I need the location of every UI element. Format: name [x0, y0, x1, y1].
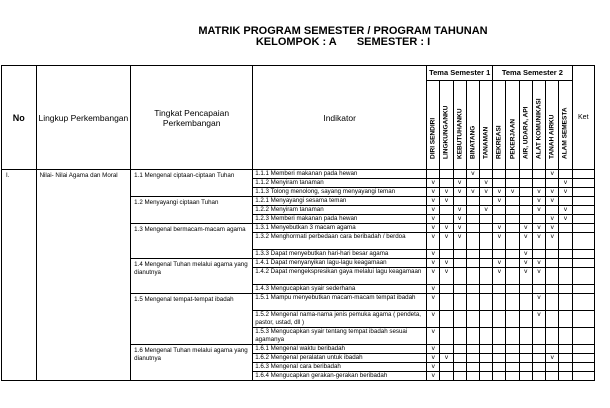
check-mark-cell: v — [427, 250, 440, 259]
check-mark-cell — [559, 268, 572, 285]
indikator-cell: 1.2.2 Menyiram tanaman — [253, 206, 427, 215]
check-mark-cell — [559, 372, 572, 381]
check-mark-cell — [466, 311, 479, 328]
check-mark-cell: v — [519, 233, 532, 250]
theme-label: ALAT KOMUNIKASI — [535, 98, 543, 159]
check-mark-cell: v — [559, 179, 572, 188]
check-mark-cell — [546, 259, 559, 268]
check-mark-cell — [559, 345, 572, 354]
ket-cell — [572, 328, 594, 345]
check-mark-cell — [453, 328, 466, 345]
check-mark-cell — [479, 345, 492, 354]
check-mark-cell: v — [427, 215, 440, 224]
check-mark-cell — [532, 363, 545, 372]
check-mark-cell — [532, 179, 545, 188]
check-mark-cell — [453, 197, 466, 206]
check-mark-cell — [479, 170, 492, 179]
theme-header — [493, 81, 506, 170]
check-mark-cell — [440, 179, 453, 188]
check-mark-cell: v — [427, 285, 440, 294]
check-mark-cell — [466, 268, 479, 285]
check-mark-cell — [546, 363, 559, 372]
indikator-cell: 1.4.3 Mengucapkan syair sederhana — [253, 285, 427, 294]
check-mark-cell — [506, 328, 519, 345]
ket-cell — [572, 363, 594, 372]
check-mark-cell — [440, 372, 453, 381]
check-mark-cell — [440, 170, 453, 179]
check-mark-cell — [440, 294, 453, 311]
check-mark-cell — [466, 294, 479, 311]
check-mark-cell: v — [546, 224, 559, 233]
check-mark-cell — [479, 215, 492, 224]
check-mark-cell: v — [427, 328, 440, 345]
check-mark-cell — [559, 197, 572, 206]
section-number: I. — [2, 170, 37, 381]
ket-cell — [572, 372, 594, 381]
check-mark-cell — [453, 363, 466, 372]
check-mark-cell — [559, 259, 572, 268]
indikator-cell: 1.3.2 Menghormati perbedaan cara beribadah / berdoa — [253, 233, 427, 250]
check-mark-cell — [493, 311, 506, 328]
check-mark-cell: v — [532, 268, 545, 285]
check-mark-cell — [506, 268, 519, 285]
check-mark-cell — [479, 311, 492, 328]
check-mark-cell — [453, 294, 466, 311]
check-mark-cell — [440, 250, 453, 259]
indikator-cell: 1.3.1 Menyebutkan 3 macam agama — [253, 224, 427, 233]
check-mark-cell — [559, 224, 572, 233]
check-mark-cell: v — [427, 363, 440, 372]
theme-header — [453, 81, 466, 170]
theme-label: TANAMAN — [482, 126, 490, 159]
check-mark-cell: v — [466, 170, 479, 179]
check-mark-cell — [506, 170, 519, 179]
ket-cell — [572, 179, 594, 188]
program-matrix-table — [1, 65, 595, 381]
check-mark-cell — [532, 372, 545, 381]
check-mark-cell — [479, 328, 492, 345]
check-mark-cell — [453, 285, 466, 294]
check-mark-cell — [532, 170, 545, 179]
check-mark-cell — [506, 224, 519, 233]
check-mark-cell: v — [493, 268, 506, 285]
check-mark-cell — [479, 294, 492, 311]
check-mark-cell — [453, 170, 466, 179]
check-mark-cell: v — [453, 206, 466, 215]
check-mark-cell — [506, 294, 519, 311]
check-mark-cell — [506, 250, 519, 259]
indikator-cell: 1.1.1 Memberi makanan pada hewan — [253, 170, 427, 179]
check-mark-cell: v — [440, 354, 453, 363]
check-mark-cell — [546, 372, 559, 381]
indikator-cell: 1.2.3 Memberi makanan pada hewan — [253, 215, 427, 224]
theme-label: ALAM SEMESTA — [561, 107, 569, 159]
tingkat-cell: 1.6 Mengenal Tuhan melalui agama yang dianutnya — [131, 345, 253, 381]
check-mark-cell — [506, 179, 519, 188]
check-mark-cell: v — [559, 215, 572, 224]
indikator-cell: 1.3.3 Dapat menyebutkan hari-hari besar agama — [253, 250, 427, 259]
check-mark-cell: v — [519, 250, 532, 259]
tingkat-cell: 1.3 Mengenal bermacam-macam agama — [131, 224, 253, 259]
check-mark-cell — [519, 285, 532, 294]
ket-cell — [572, 259, 594, 268]
check-mark-cell: v — [493, 188, 506, 197]
check-mark-cell: v — [479, 179, 492, 188]
check-mark-cell — [532, 354, 545, 363]
check-mark-cell — [559, 294, 572, 311]
check-mark-cell: v — [493, 233, 506, 250]
header-no: No — [2, 66, 37, 170]
check-mark-cell: v — [546, 233, 559, 250]
check-mark-cell — [466, 233, 479, 250]
check-mark-cell — [519, 363, 532, 372]
check-mark-cell — [546, 179, 559, 188]
check-mark-cell — [453, 259, 466, 268]
check-mark-cell — [559, 250, 572, 259]
check-mark-cell — [532, 345, 545, 354]
indikator-cell: 1.1.3 Tolong menolong, sayang menyayangi teman — [253, 188, 427, 197]
header-ket: Ket — [572, 66, 594, 170]
check-mark-cell — [493, 294, 506, 311]
check-mark-cell — [506, 233, 519, 250]
check-mark-cell — [453, 268, 466, 285]
check-mark-cell — [466, 197, 479, 206]
check-mark-cell — [440, 345, 453, 354]
check-mark-cell: v — [532, 197, 545, 206]
header-tema-semester-1: Tema Semester 1 — [427, 66, 493, 81]
check-mark-cell — [506, 197, 519, 206]
check-mark-cell — [493, 215, 506, 224]
check-mark-cell: v — [440, 224, 453, 233]
indikator-cell: 1.6.2 Mengenal peralatan untuk ibadah — [253, 354, 427, 363]
check-mark-cell — [493, 363, 506, 372]
check-mark-cell: v — [546, 188, 559, 197]
check-mark-cell — [519, 215, 532, 224]
check-mark-cell — [466, 224, 479, 233]
ket-cell — [572, 215, 594, 224]
header-indikator: Indikator — [253, 66, 427, 170]
check-mark-cell: v — [532, 311, 545, 328]
tingkat-cell: 1.2 Menyayangi ciptaan Tuhan — [131, 197, 253, 224]
check-mark-cell — [479, 363, 492, 372]
check-mark-cell — [453, 345, 466, 354]
check-mark-cell — [546, 328, 559, 345]
check-mark-cell: v — [453, 224, 466, 233]
check-mark-cell — [493, 372, 506, 381]
ket-cell — [572, 206, 594, 215]
indikator-cell: 1.5.2 Mengenal nama-nama jenis pemuka agama ( pendeta, pastor, ustad, dll ) — [253, 311, 427, 328]
ket-cell — [572, 311, 594, 328]
ket-cell — [572, 294, 594, 311]
indikator-cell: 1.2.1 Menyayangi sesama teman — [253, 197, 427, 206]
tingkat-cell: 1.1 Mengenal ciptaan-ciptaan Tuhan — [131, 170, 253, 197]
check-mark-cell — [440, 206, 453, 215]
check-mark-cell: v — [440, 268, 453, 285]
check-mark-cell — [440, 311, 453, 328]
theme-header — [546, 81, 559, 170]
check-mark-cell: v — [427, 197, 440, 206]
check-mark-cell: v — [440, 188, 453, 197]
header-lingkup: Lingkup Perkembangan — [36, 66, 131, 170]
theme-label: LINGKUNGANKU — [442, 105, 450, 159]
check-mark-cell — [519, 354, 532, 363]
check-mark-cell — [532, 285, 545, 294]
check-mark-cell — [479, 372, 492, 381]
check-mark-cell: v — [532, 206, 545, 215]
check-mark-cell — [559, 285, 572, 294]
indikator-cell: 1.5.3 Mengucapkan syair tentang tempat ibadah sesuai agamanya — [253, 328, 427, 345]
check-mark-cell — [532, 250, 545, 259]
theme-header — [440, 81, 453, 170]
check-mark-cell — [479, 259, 492, 268]
check-mark-cell — [466, 215, 479, 224]
check-mark-cell — [493, 250, 506, 259]
check-mark-cell: v — [427, 345, 440, 354]
check-mark-cell: v — [453, 233, 466, 250]
check-mark-cell: v — [453, 179, 466, 188]
check-mark-cell — [519, 294, 532, 311]
tingkat-cell: 1.5 Mengenal tempat-tempat ibadah — [131, 294, 253, 345]
ket-cell — [572, 170, 594, 179]
tingkat-cell: 1.4 Mengenal Tuhan melalui agama yang dianutnya — [131, 259, 253, 294]
check-mark-cell — [506, 372, 519, 381]
check-mark-cell — [466, 285, 479, 294]
check-mark-cell: v — [546, 354, 559, 363]
check-mark-cell — [546, 285, 559, 294]
theme-header — [427, 81, 440, 170]
check-mark-cell — [546, 250, 559, 259]
ket-cell — [572, 345, 594, 354]
theme-label: AIR, UDARA, API — [522, 106, 530, 159]
check-mark-cell: v — [479, 188, 492, 197]
check-mark-cell: v — [532, 224, 545, 233]
check-mark-cell — [559, 363, 572, 372]
theme-header — [519, 81, 532, 170]
check-mark-cell: v — [519, 268, 532, 285]
check-mark-cell — [559, 170, 572, 179]
check-mark-cell: v — [453, 215, 466, 224]
kelompok-label: KELOMPOK : A — [255, 36, 337, 48]
check-mark-cell: v — [532, 294, 545, 311]
indikator-cell: 1.4.1 Dapat menyanyikan lagu-lagu keagamaan — [253, 259, 427, 268]
table-row — [2, 170, 595, 179]
check-mark-cell — [519, 372, 532, 381]
check-mark-cell: v — [519, 224, 532, 233]
check-mark-cell: v — [493, 259, 506, 268]
check-mark-cell: v — [427, 206, 440, 215]
check-mark-cell — [493, 345, 506, 354]
check-mark-cell — [519, 345, 532, 354]
check-mark-cell — [440, 363, 453, 372]
check-mark-cell: v — [440, 197, 453, 206]
ket-cell — [572, 188, 594, 197]
indikator-cell: 1.5.1 Mampu menyebutkan macam-macam tempat ibadah — [253, 294, 427, 311]
check-mark-cell: v — [506, 188, 519, 197]
check-mark-cell — [453, 311, 466, 328]
check-mark-cell — [519, 188, 532, 197]
indikator-cell: 1.4.2 Dapat mengekspresikan gaya melalui lagu keagamaan — [253, 268, 427, 285]
check-mark-cell — [493, 170, 506, 179]
ket-cell — [572, 285, 594, 294]
ket-cell — [572, 250, 594, 259]
ket-cell — [572, 268, 594, 285]
theme-header — [559, 81, 572, 170]
check-mark-cell — [493, 206, 506, 215]
check-mark-cell — [546, 345, 559, 354]
check-mark-cell — [506, 206, 519, 215]
check-mark-cell — [466, 372, 479, 381]
check-mark-cell: v — [532, 188, 545, 197]
theme-label: KEBUTUHANKU — [456, 108, 464, 159]
check-mark-cell: v — [427, 294, 440, 311]
check-mark-cell — [559, 233, 572, 250]
check-mark-cell — [506, 354, 519, 363]
check-mark-cell — [479, 250, 492, 259]
header-tingkat: Tingkat Pencapaian Perkembangan — [131, 66, 253, 170]
check-mark-cell: v — [427, 311, 440, 328]
check-mark-cell — [479, 197, 492, 206]
check-mark-cell — [506, 345, 519, 354]
check-mark-cell: v — [427, 188, 440, 197]
indikator-cell: 1.6.3 Mengenal cara beribadah — [253, 363, 427, 372]
check-mark-cell — [532, 328, 545, 345]
check-mark-cell — [479, 233, 492, 250]
check-mark-cell — [559, 354, 572, 363]
check-mark-cell — [519, 206, 532, 215]
theme-label: BINATANG — [469, 125, 477, 159]
theme-header — [466, 81, 479, 170]
check-mark-cell: v — [440, 259, 453, 268]
document-title: MATRIK PROGRAM SEMESTER / PROGRAM TAHUNAN — [198, 25, 488, 37]
check-mark-cell: v — [427, 259, 440, 268]
indikator-cell: 1.6.1 Mengenal waktu beribadah — [253, 345, 427, 354]
check-mark-cell — [493, 179, 506, 188]
check-mark-cell — [453, 354, 466, 363]
check-mark-cell — [493, 328, 506, 345]
check-mark-cell: v — [440, 233, 453, 250]
semester-label: SEMESTER : I — [356, 36, 431, 48]
check-mark-cell — [506, 259, 519, 268]
check-mark-cell — [506, 215, 519, 224]
ket-cell — [572, 224, 594, 233]
document-subtitle — [38, 37, 610, 48]
ket-cell — [572, 197, 594, 206]
check-mark-cell — [546, 294, 559, 311]
theme-label: TANAH AIRKU — [548, 114, 556, 159]
check-mark-cell: v — [546, 197, 559, 206]
check-mark-cell — [546, 311, 559, 328]
check-mark-cell: v — [453, 188, 466, 197]
theme-label: REKREASI — [495, 125, 503, 159]
theme-header — [532, 81, 545, 170]
ket-cell — [572, 354, 594, 363]
check-mark-cell — [559, 311, 572, 328]
check-mark-cell — [519, 311, 532, 328]
check-mark-cell: v — [427, 268, 440, 285]
check-mark-cell: v — [427, 354, 440, 363]
check-mark-cell — [427, 170, 440, 179]
check-mark-cell: v — [466, 188, 479, 197]
check-mark-cell — [466, 206, 479, 215]
check-mark-cell: v — [493, 224, 506, 233]
theme-header — [506, 81, 519, 170]
check-mark-cell — [479, 224, 492, 233]
check-mark-cell: v — [479, 206, 492, 215]
theme-label: PEKERJAAN — [509, 118, 517, 159]
check-mark-cell — [466, 354, 479, 363]
check-mark-cell — [546, 206, 559, 215]
check-mark-cell: v — [493, 197, 506, 206]
check-mark-cell — [440, 285, 453, 294]
check-mark-cell: v — [559, 188, 572, 197]
check-mark-cell — [559, 328, 572, 345]
indikator-cell: 1.1.2 Menyiram tanaman — [253, 179, 427, 188]
check-mark-cell — [479, 268, 492, 285]
check-mark-cell — [519, 170, 532, 179]
lingkup-cell: Nilai- Nilai Agama dan Moral — [36, 170, 131, 381]
check-mark-cell — [479, 354, 492, 363]
check-mark-cell — [440, 328, 453, 345]
check-mark-cell — [453, 250, 466, 259]
check-mark-cell: v — [427, 224, 440, 233]
check-mark-cell: v — [546, 170, 559, 179]
check-mark-cell — [519, 197, 532, 206]
check-mark-cell — [466, 363, 479, 372]
check-mark-cell — [532, 215, 545, 224]
check-mark-cell: v — [532, 233, 545, 250]
check-mark-cell — [506, 363, 519, 372]
check-mark-cell: v — [546, 215, 559, 224]
ket-cell — [572, 233, 594, 250]
check-mark-cell — [506, 311, 519, 328]
check-mark-cell: v — [532, 259, 545, 268]
check-mark-cell: v — [559, 206, 572, 215]
check-mark-cell — [506, 285, 519, 294]
check-mark-cell: v — [427, 233, 440, 250]
check-mark-cell — [493, 354, 506, 363]
check-mark-cell — [466, 259, 479, 268]
check-mark-cell — [466, 345, 479, 354]
check-mark-cell — [466, 179, 479, 188]
check-mark-cell: v — [427, 372, 440, 381]
check-mark-cell — [479, 285, 492, 294]
check-mark-cell — [466, 250, 479, 259]
check-mark-cell — [466, 328, 479, 345]
theme-label: DIRI SENDIRI — [429, 117, 437, 159]
check-mark-cell: v — [427, 179, 440, 188]
check-mark-cell — [519, 328, 532, 345]
check-mark-cell — [519, 179, 532, 188]
indikator-cell: 1.6.4 Mengucapkan gerakan-gerakan beribadah — [253, 372, 427, 381]
check-mark-cell — [493, 285, 506, 294]
check-mark-cell: v — [519, 259, 532, 268]
header-tema-semester-2: Tema Semester 2 — [493, 66, 572, 81]
check-mark-cell — [453, 372, 466, 381]
check-mark-cell — [440, 215, 453, 224]
check-mark-cell — [546, 268, 559, 285]
theme-header — [479, 81, 492, 170]
